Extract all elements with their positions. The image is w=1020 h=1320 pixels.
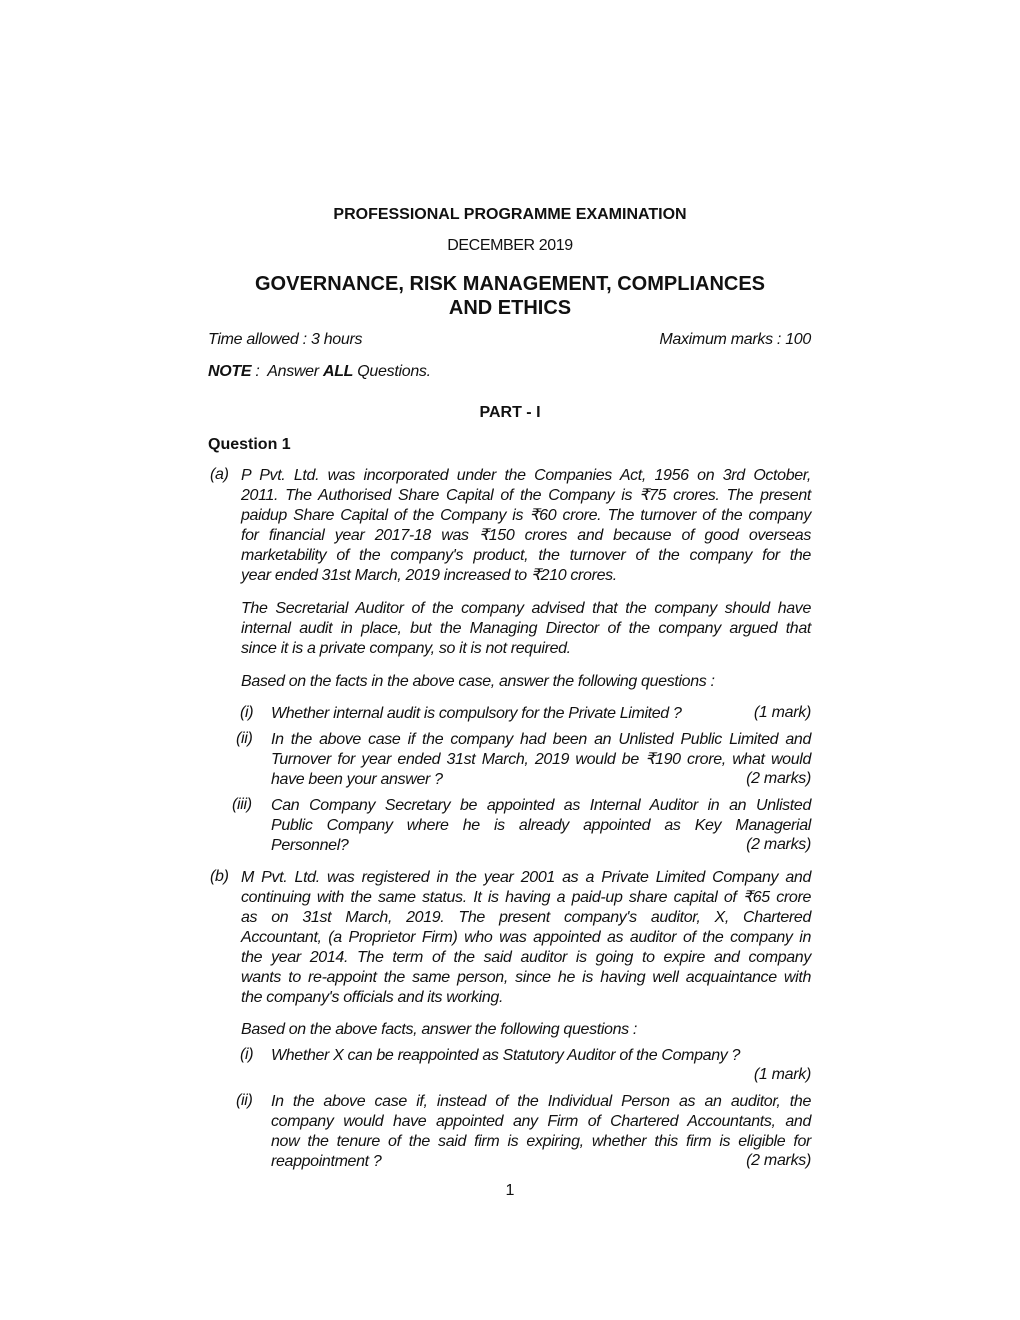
exam-note	[208, 363, 431, 381]
text-line: 2011. The Authorised Share Capital of the Company is ₹75 crores. The present	[241, 487, 811, 504]
text-line: internal audit in place, but the Managing Director of the company argued that	[241, 620, 811, 637]
text-line: Turnover for year ended 31st March, 2019 would be ₹190 crore, what would	[271, 751, 811, 768]
part-a-paragraph-2	[241, 599, 811, 659]
text-line: the company's officials and its working.	[241, 989, 504, 1006]
text-line: M Pvt. Ltd. was registered in the year 2001 as a Private Limited Company and	[241, 869, 811, 886]
page-number: 1	[505, 1182, 515, 1199]
marks: (1 mark)	[753, 1066, 811, 1083]
text-line: as on 31st March, 2019. The present company's auditor, X, Chartered	[241, 909, 811, 926]
subquestion-label: (ii)	[236, 730, 253, 747]
text-line: In the above case if, instead of the Individual Person as an auditor, the	[271, 1093, 811, 1110]
text-line: marketability of the company's product, the turnover of the company for the	[241, 547, 811, 564]
part-a-paragraph-1	[241, 466, 811, 586]
text-line: paidup Share Capital of the Company is ₹60 crore. The turnover of the company	[241, 507, 811, 524]
note-rest: Questions.	[353, 363, 431, 380]
text-line: The Secretarial Auditor of the company advised that the company should have	[241, 600, 811, 617]
note-emphasis: ALL	[322, 363, 354, 380]
text-line: wants to re-appoint the same person, since he is having well acquaintance with	[241, 969, 811, 986]
maximum-marks: Maximum marks : 100	[659, 331, 811, 348]
time-allowed: Time allowed : 3 hours	[208, 331, 363, 348]
subquestion-label: (ii)	[236, 1092, 253, 1109]
subquestion-label: (i)	[240, 704, 254, 721]
subquestion-a-ii	[271, 730, 811, 790]
text-line: Whether X can be reappointed as Statutory Auditor of the Company ?	[271, 1047, 741, 1064]
part-b-paragraph	[241, 868, 811, 1008]
part-a-prompt	[241, 672, 811, 692]
subject-title-line2: AND ETHICS	[448, 297, 572, 319]
text-line: Whether internal audit is compulsory for the Private Limited ?	[271, 705, 682, 722]
marks: (2 marks)	[746, 836, 811, 853]
text-line: Based on the facts in the above case, answer the following questions :	[241, 673, 715, 690]
note-text: : Answer	[251, 363, 323, 380]
text-line: P Pvt. Ltd. was incorporated under the Companies Act, 1956 on 3rd October,	[241, 467, 811, 484]
exam-title: PROFESSIONAL PROGRAMME EXAMINATION	[333, 206, 687, 223]
part-b-prompt	[241, 1020, 811, 1040]
note-label: NOTE	[208, 363, 252, 380]
marks: (2 marks)	[746, 1152, 811, 1169]
text-line: Can Company Secretary be appointed as Internal Auditor in an Unlisted	[271, 797, 811, 814]
exam-date: DECEMBER 2019	[447, 237, 573, 254]
text-line: continuing with the same status. It is having a paid-up share capital of ₹65 crore	[241, 889, 811, 906]
exam-meta	[208, 331, 811, 349]
text-line: have been your answer ?	[271, 771, 443, 788]
subquestion-label: (iii)	[232, 796, 252, 813]
text-line: since it is a private company, so it is not required.	[241, 640, 571, 657]
text-line: now the tenure of the said firm is expiring, whether this firm is eligible for	[271, 1133, 811, 1150]
subquestion-label: (i)	[240, 1046, 254, 1063]
marks: (1 mark)	[753, 704, 811, 721]
part-b-label: (b)	[210, 868, 229, 885]
part-a-label: (a)	[210, 466, 229, 483]
text-line: Personnel?	[271, 837, 349, 854]
text-line: year ended 31st March, 2019 increased to ₹210 crores.	[241, 567, 617, 584]
part-heading: PART - I	[479, 404, 541, 421]
text-line: Public Company where he is already appointed as Key Managerial	[271, 817, 811, 834]
subject-title	[0, 272, 1020, 320]
text-line: Based on the above facts, answer the following questions :	[241, 1021, 637, 1038]
subquestion-b-i	[271, 1046, 811, 1066]
text-line: the year 2014. The term of the said auditor is going to expire and company	[241, 949, 811, 966]
text-line: company would have appointed any Firm of Chartered Accountants, and	[271, 1113, 811, 1130]
text-line: Accountant, (a Proprietor Firm) who was appointed as auditor of the company in	[241, 929, 811, 946]
question-heading: Question 1	[208, 436, 291, 453]
marks: (2 marks)	[746, 770, 811, 787]
subquestion-a-iii	[271, 796, 811, 856]
text-line: In the above case if the company had been an Unlisted Public Limited and	[271, 731, 811, 748]
subquestion-a-i	[271, 704, 721, 724]
subject-title-line1: GOVERNANCE, RISK MANAGEMENT, COMPLIANCES	[254, 273, 766, 295]
subquestion-b-ii	[271, 1092, 811, 1172]
text-line: reappointment ?	[271, 1153, 382, 1170]
text-line: for financial year 2017-18 was ₹150 crores and because of good overseas	[241, 527, 811, 544]
